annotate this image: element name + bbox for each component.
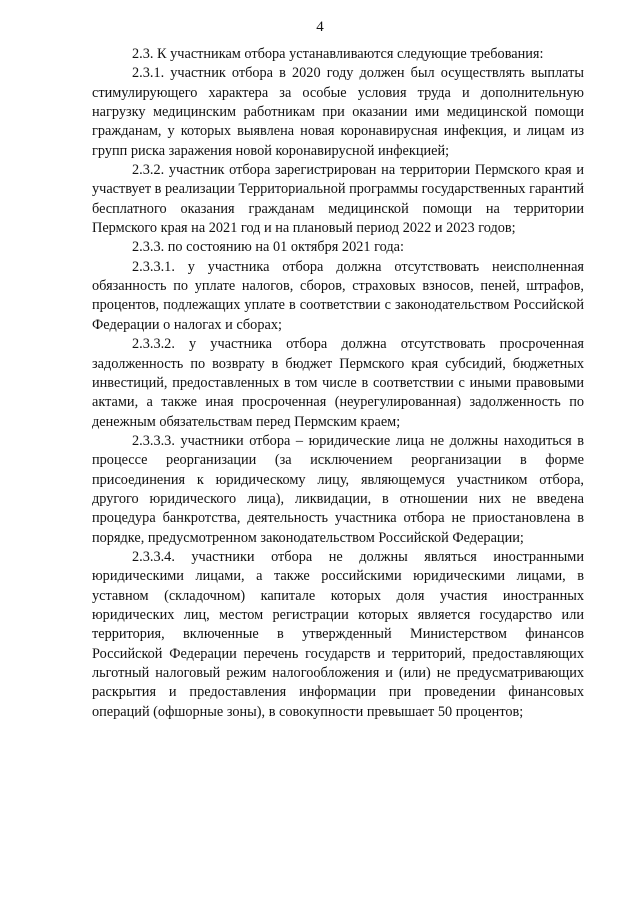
document-body [92, 45, 584, 722]
paragraph-2-3-3-3: 2.3.3.3. участники отбора – юридические лица не должны находиться в процессе реорганизации (за исключением реорганизации в форме присоединения к юридическому лицу, являющемуся участником отбора, другого юридического лица), ликвидации, в отношении них не введена процедура банкротства, деятельность участника отбора не приостановлена в порядке, предусмотренном законодательством Российской Федерации; [92, 432, 584, 546]
page-number: 4 [316, 19, 324, 35]
paragraph-2-3-2: 2.3.2. участник отбора зарегистрирован на территории Пермского края и участвует в реализации Территориальной программы государственных гарантий бесплатного оказания гражданам медицинской помощи на территории Пермского края на 2021 год и на плановый период 2022 и 2023 годов; [92, 162, 584, 237]
paragraph-2-3-3: 2.3.3. по состоянию на 01 октября 2021 года: [132, 239, 404, 256]
paragraph-2-3-1: 2.3.1. участник отбора в 2020 году должен был осуществлять выплаты стимулирующего характера за особые условия труда и дополнительную нагрузку медицинским работникам при оказании ими медицинской помощи гражданам, у которых выявлена новая коронавирусная инфекция, и лицам из групп риска заражения новой коронавирусной инфекцией; [92, 65, 584, 159]
paragraph-2-3-3-2: 2.3.3.2. у участника отбора должна отсутствовать просроченная задолженность по возврату в бюджет Пермского края субсидий, бюджетных инвестиций, предоставленных в том числе в соответствии с иными правовыми актами, а также иная просроченная (неурегулированная) задолженность по денежным обязательствам перед Пермским краем; [92, 336, 584, 430]
paragraph-2-3: 2.3. К участникам отбора устанавливаются следующие требования: [132, 46, 544, 62]
paragraph-2-3-3-1: 2.3.3.1. у участника отбора должна отсутствовать неисполненная обязанность по уплате налогов, сборов, страховых взносов, пеней, штрафов, процентов, подлежащих уплате в соответствии с законодательством Российской Федерации о налогах и сборах; [92, 258, 584, 333]
paragraph-2-3-3-4: 2.3.3.4. участники отбора не должны являться иностранными юридическими лицами, а также российскими юридическими лицами, в уставном (складочном) капитале которых доля участия иностранных юридических лиц, местом регистрации которых является государство или территория, включенные в утвержденный Министерством финансов Российской Федерации перечень государств и территорий, предоставляющих льготный налоговый режим налогообложения и (или) не предусматривающих раскрытия и предоставления информации при проведении финансовых операций (офшорные зоны), в совокупности превышает 50 процентов; [92, 548, 584, 720]
